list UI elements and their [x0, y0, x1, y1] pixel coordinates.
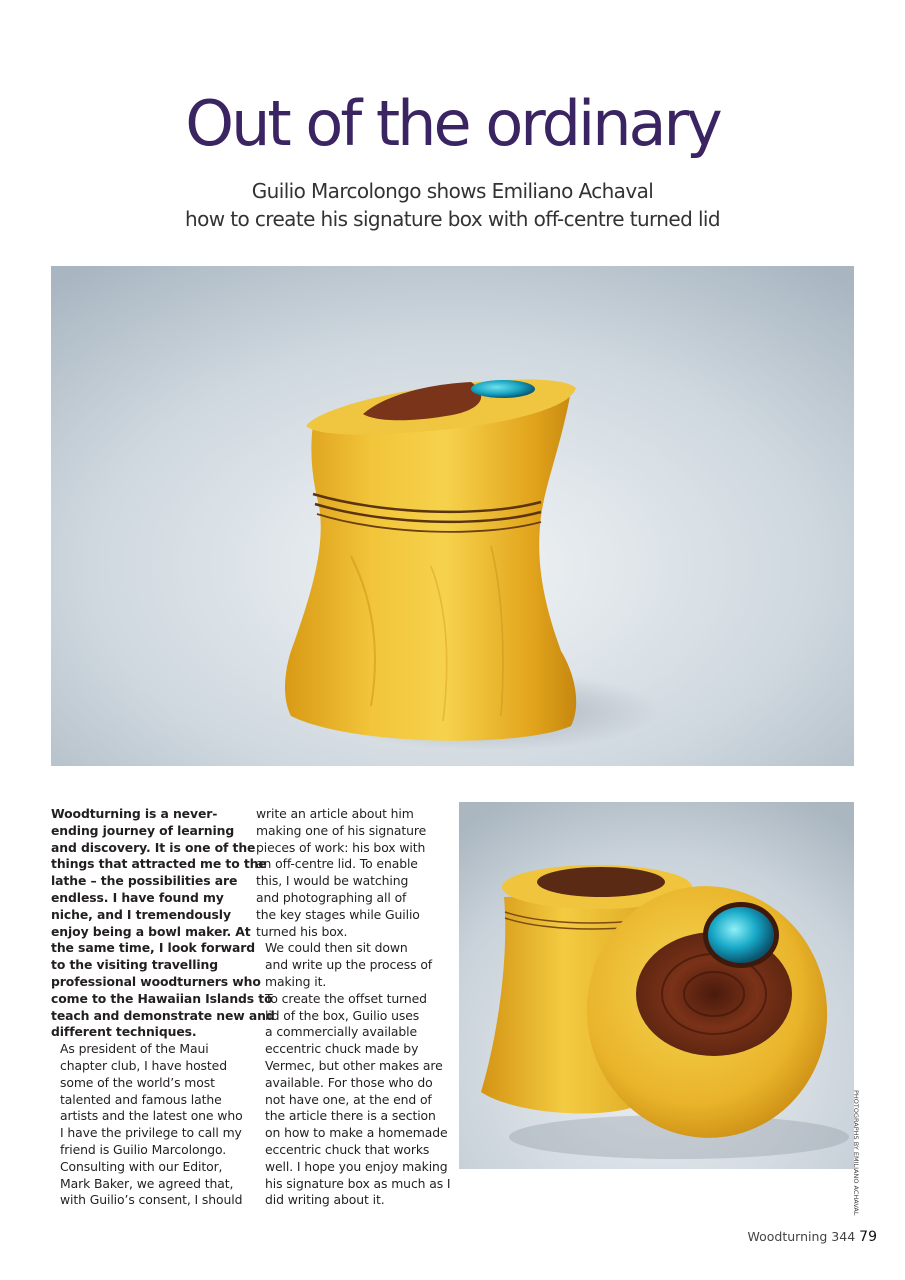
- second-box-opening: [537, 867, 665, 897]
- text-line: ending journey of learning: [51, 822, 235, 838]
- text-line: an off-centre lid. To enable: [256, 856, 418, 872]
- article-column-1: [51, 806, 275, 1209]
- text-line: come to the Hawaiian Islands to: [51, 990, 273, 1006]
- text-line: pieces of work: his box with: [256, 839, 426, 855]
- article-title: Out of the ordinary: [185, 87, 720, 160]
- text-line: endless. I have found my: [51, 889, 224, 905]
- text-line: did writing about it.: [265, 1192, 385, 1208]
- text-line: professional woodturners who: [51, 973, 261, 989]
- text-line: teach and demonstrate new and: [51, 1007, 275, 1023]
- article-subtitle: [0, 177, 905, 233]
- text-line: making it.: [265, 973, 327, 989]
- text-line: eccentric chuck made by: [265, 1041, 419, 1057]
- text-line: and photographing all of: [256, 889, 407, 905]
- text-line: lathe – the possibilities are: [51, 873, 238, 889]
- text-line: Vermec, but other makes are: [265, 1057, 443, 1073]
- text-line: the article there is a section: [265, 1108, 436, 1124]
- subtitle-line: how to create his signature box with off-centre turned lid: [185, 207, 720, 231]
- text-line: As president of the Maui: [60, 1041, 209, 1057]
- body-paragraph: [256, 991, 451, 1209]
- text-line: things that attracted me to the: [51, 856, 267, 872]
- text-line: not have one, at the end of: [265, 1091, 432, 1107]
- article-column-2: [256, 806, 451, 1209]
- text-line: chapter club, I have hosted: [60, 1057, 227, 1073]
- text-line: Woodturning is a never-: [51, 806, 218, 821]
- page-footer: [747, 1226, 877, 1245]
- lead-paragraph: [51, 806, 275, 1041]
- text-line: talented and famous lathe: [60, 1091, 222, 1107]
- text-line: write an article about him: [256, 806, 414, 821]
- text-line: making one of his signature: [256, 822, 427, 838]
- text-line: eccentric chuck that works: [265, 1141, 430, 1157]
- text-line: the key stages while Guilio: [256, 906, 420, 922]
- text-line: available. For those who do: [265, 1074, 433, 1090]
- photo-credit: PHOTOGRAPHS BY EMILIANO ACHAVAL: [852, 1090, 860, 1216]
- text-line: with Guilio’s consent, I should: [60, 1192, 243, 1208]
- text-line: his signature box as much as I: [265, 1175, 451, 1191]
- text-line: different techniques.: [51, 1024, 197, 1040]
- page-number: 79: [859, 1229, 877, 1245]
- text-line: some of the world’s most: [60, 1074, 215, 1090]
- text-line: well. I hope you enjoy making: [265, 1158, 448, 1174]
- text-line: I have the privilege to call my: [60, 1125, 242, 1141]
- hero-turquoise-inlay: [471, 380, 535, 398]
- text-line: this, I would be watching: [256, 873, 409, 889]
- hero-box-illustration: [51, 266, 854, 766]
- text-line: the same time, I look forward: [51, 940, 255, 956]
- hero-photo: [51, 266, 854, 766]
- hero-box-body: [285, 391, 576, 741]
- second-photo: [459, 802, 854, 1169]
- text-line: on how to make a homemade: [265, 1125, 448, 1141]
- text-line: To create the offset turned: [265, 990, 427, 1006]
- text-line: enjoy being a bowl maker. At: [51, 923, 251, 939]
- body-paragraph: [51, 1159, 246, 1209]
- text-line: artists and the latest one who: [60, 1108, 243, 1124]
- second-turquoise-inlay: [708, 907, 774, 963]
- subtitle-line: Guilio Marcolongo shows Emiliano Achaval: [251, 179, 654, 203]
- second-box-illustration: [459, 802, 854, 1169]
- text-line: Mark Baker, we agreed that,: [60, 1175, 234, 1191]
- text-line: to the visiting travelling: [51, 957, 219, 973]
- text-line: lid of the box, Guilio uses: [265, 1007, 420, 1023]
- text-line: and write up the process of: [265, 957, 433, 973]
- body-paragraph: [51, 1041, 246, 1159]
- text-line: Consulting with our Editor,: [60, 1158, 223, 1174]
- text-line: We could then sit down: [265, 940, 408, 956]
- magazine-issue: Woodturning 344: [747, 1229, 856, 1244]
- text-line: friend is Guilio Marcolongo.: [60, 1141, 227, 1157]
- body-paragraph: [256, 806, 451, 940]
- text-line: and discovery. It is one of the: [51, 839, 256, 855]
- text-line: niche, and I tremendously: [51, 906, 231, 922]
- body-paragraph: [256, 940, 451, 990]
- text-line: a commercially available: [265, 1024, 418, 1040]
- text-line: turned his box.: [256, 923, 348, 939]
